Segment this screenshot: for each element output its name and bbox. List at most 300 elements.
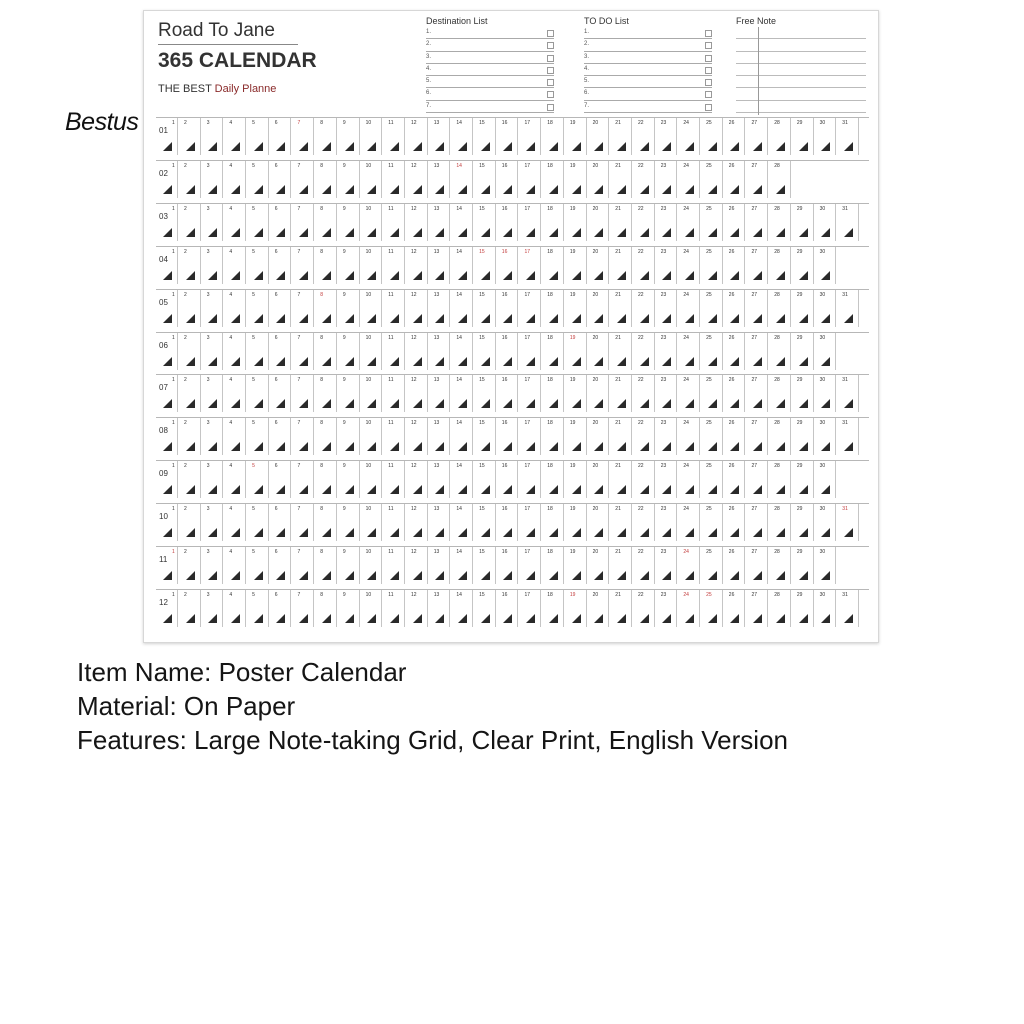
day-cell <box>723 461 746 498</box>
corner-triangle-icon <box>594 485 603 494</box>
day-cell <box>836 590 859 627</box>
day-number: 25 <box>706 205 712 212</box>
corner-triangle-icon <box>163 142 172 151</box>
day-number: 7 <box>297 377 301 384</box>
day-number: 19 <box>569 291 576 298</box>
day-cell <box>428 504 451 541</box>
corner-triangle-icon <box>322 357 331 366</box>
day-number: 20 <box>592 506 599 513</box>
day-number: 25 <box>706 162 712 169</box>
day-number: 23 <box>660 420 667 427</box>
day-number: 23 <box>660 291 667 298</box>
corner-triangle-icon <box>776 185 785 194</box>
day-cell <box>405 418 428 455</box>
day-number: 23 <box>660 205 667 212</box>
day-cell <box>360 118 383 155</box>
day-number: 22 <box>638 334 644 341</box>
corner-triangle-icon <box>345 228 354 237</box>
corner-triangle-icon <box>299 571 308 580</box>
corner-triangle-icon <box>390 314 399 323</box>
day-number: 17 <box>524 591 531 598</box>
day-number: 25 <box>706 248 712 255</box>
corner-triangle-icon <box>322 485 331 494</box>
day-cell <box>632 461 655 498</box>
day-cell <box>700 504 723 541</box>
day-cell <box>382 161 405 198</box>
month-label: 06 <box>159 340 168 350</box>
day-number: 20 <box>592 420 599 427</box>
corner-triangle-icon <box>186 357 195 366</box>
day-number: 16 <box>501 377 508 384</box>
day-cell <box>609 461 632 498</box>
corner-triangle-icon <box>753 271 762 280</box>
corner-triangle-icon <box>662 185 671 194</box>
corner-triangle-icon <box>844 442 853 451</box>
day-number: 28 <box>774 549 780 555</box>
day-number: 2 <box>184 591 187 598</box>
day-cell <box>836 375 859 412</box>
day-cell <box>292 504 315 541</box>
day-cell <box>360 247 383 284</box>
day-number: 5 <box>252 591 255 598</box>
corner-triangle-icon <box>276 314 285 323</box>
brand-watermark: Bestus <box>65 108 139 136</box>
day-number: 1 <box>172 506 175 513</box>
month-row <box>156 374 869 412</box>
list-line-number: 2. <box>426 41 432 48</box>
day-cell <box>496 161 519 198</box>
corner-triangle-icon <box>708 614 717 623</box>
day-number: 13 <box>433 377 440 384</box>
day-number: 10 <box>365 334 372 341</box>
day-cell <box>609 375 632 412</box>
day-number: 26 <box>728 377 735 384</box>
corner-triangle-icon <box>799 442 808 451</box>
corner-triangle-icon <box>458 357 467 366</box>
day-number: 1 <box>172 591 175 598</box>
day-number: 13 <box>433 506 440 513</box>
corner-triangle-icon <box>617 271 626 280</box>
day-number: 9 <box>342 591 346 598</box>
day-cell <box>541 204 564 241</box>
list-line-number: 4. <box>584 65 590 72</box>
day-cell <box>314 333 337 370</box>
corner-triangle-icon <box>231 571 240 580</box>
day-cell <box>473 375 496 412</box>
day-number: 11 <box>388 591 394 598</box>
day-number: 31 <box>842 506 848 513</box>
corner-triangle-icon <box>458 571 467 580</box>
corner-triangle-icon <box>753 228 762 237</box>
day-cell <box>178 290 201 327</box>
day-number: 5 <box>252 506 255 513</box>
corner-triangle-icon <box>549 271 558 280</box>
day-number: 9 <box>342 463 346 470</box>
day-cell <box>677 461 700 498</box>
day-cell <box>587 204 610 241</box>
month-label: 12 <box>159 597 168 607</box>
day-number: 5 <box>252 420 255 427</box>
day-number: 19 <box>569 248 576 255</box>
day-cell <box>746 590 769 627</box>
day-number: 3 <box>206 162 210 169</box>
corner-triangle-icon <box>549 185 558 194</box>
corner-triangle-icon <box>163 528 172 537</box>
corner-triangle-icon <box>730 442 739 451</box>
day-cell <box>677 333 700 370</box>
corner-triangle-icon <box>753 185 762 194</box>
day-number: 15 <box>479 120 485 126</box>
day-number: 11 <box>388 506 394 513</box>
day-cell <box>337 418 360 455</box>
material-text: Material: On Paper <box>77 691 296 721</box>
day-cell <box>519 590 542 627</box>
checkbox-icon <box>547 55 554 62</box>
day-number: 21 <box>615 377 621 384</box>
day-cell <box>337 247 360 284</box>
corner-triangle-icon <box>458 614 467 623</box>
day-number: 8 <box>320 591 323 598</box>
day-cell <box>292 418 315 455</box>
day-cell <box>768 547 791 584</box>
day-cell <box>632 161 655 198</box>
day-cell <box>337 333 360 370</box>
corner-triangle-icon <box>685 528 694 537</box>
day-number: 16 <box>501 420 508 427</box>
day-cell <box>519 333 542 370</box>
corner-triangle-icon <box>799 571 808 580</box>
corner-triangle-icon <box>413 185 422 194</box>
day-cell <box>178 161 201 198</box>
day-cell <box>269 504 292 541</box>
corner-triangle-icon <box>299 528 308 537</box>
corner-triangle-icon <box>345 614 354 623</box>
free-note-line <box>736 52 866 64</box>
corner-triangle-icon <box>208 314 217 323</box>
day-cell <box>700 247 723 284</box>
day-cell <box>269 118 292 155</box>
day-cell <box>223 204 246 241</box>
day-number: 8 <box>320 248 323 255</box>
corner-triangle-icon <box>390 528 399 537</box>
checkbox-icon <box>547 30 554 37</box>
day-cell <box>564 204 587 241</box>
day-number: 9 <box>342 162 346 169</box>
corner-triangle-icon <box>799 357 808 366</box>
corner-triangle-icon <box>186 485 195 494</box>
corner-triangle-icon <box>730 142 739 151</box>
corner-triangle-icon <box>186 399 195 408</box>
day-cell <box>223 504 246 541</box>
list-line <box>426 39 554 51</box>
day-cell <box>428 375 451 412</box>
corner-triangle-icon <box>163 271 172 280</box>
corner-triangle-icon <box>572 528 581 537</box>
day-cell <box>519 461 542 498</box>
corner-triangle-icon <box>503 357 512 366</box>
corner-triangle-icon <box>730 271 739 280</box>
day-cell <box>564 161 587 198</box>
corner-triangle-icon <box>594 314 603 323</box>
day-cell <box>178 204 201 241</box>
day-number: 17 <box>524 120 531 126</box>
day-number: 30 <box>819 334 826 341</box>
corner-triangle-icon <box>662 228 671 237</box>
corner-triangle-icon <box>390 228 399 237</box>
corner-triangle-icon <box>503 485 512 494</box>
corner-triangle-icon <box>572 314 581 323</box>
day-number: 13 <box>433 591 440 598</box>
day-number: 5 <box>252 162 255 169</box>
corner-triangle-icon <box>299 485 308 494</box>
day-cell <box>496 504 519 541</box>
day-number: 4 <box>229 377 233 384</box>
day-cell <box>269 290 292 327</box>
corner-triangle-icon <box>231 271 240 280</box>
corner-triangle-icon <box>186 528 195 537</box>
corner-triangle-icon <box>549 314 558 323</box>
corner-triangle-icon <box>276 485 285 494</box>
day-cell <box>156 118 178 155</box>
corner-triangle-icon <box>526 399 535 408</box>
corner-triangle-icon <box>435 314 444 323</box>
day-cell <box>564 333 587 370</box>
day-cell <box>791 118 814 155</box>
day-cell <box>587 333 610 370</box>
corner-triangle-icon <box>685 271 694 280</box>
corner-triangle-icon <box>799 399 808 408</box>
corner-triangle-icon <box>186 271 195 280</box>
day-number: 16 <box>501 120 508 126</box>
corner-triangle-icon <box>594 442 603 451</box>
corner-triangle-icon <box>322 271 331 280</box>
day-number: 13 <box>433 463 440 470</box>
corner-triangle-icon <box>299 614 308 623</box>
day-number: 8 <box>320 291 323 298</box>
day-cell <box>564 590 587 627</box>
day-cell <box>700 461 723 498</box>
day-number: 18 <box>547 120 553 126</box>
day-number: 12 <box>411 506 417 513</box>
list-line <box>584 76 712 88</box>
day-cell <box>314 461 337 498</box>
day-number: 9 <box>342 549 346 555</box>
corner-triangle-icon <box>390 399 399 408</box>
day-number: 26 <box>728 205 735 212</box>
day-cell <box>360 547 383 584</box>
corner-triangle-icon <box>208 228 217 237</box>
day-cell <box>292 333 315 370</box>
day-number: 15 <box>479 549 485 555</box>
day-number: 12 <box>411 205 417 212</box>
day-cell <box>450 290 473 327</box>
day-cell <box>450 161 473 198</box>
day-number: 10 <box>365 248 372 255</box>
day-number: 18 <box>547 463 553 470</box>
list-line-number: 4. <box>426 65 432 72</box>
day-cell <box>496 590 519 627</box>
corner-triangle-icon <box>685 185 694 194</box>
day-number: 4 <box>229 205 233 212</box>
corner-triangle-icon <box>708 357 717 366</box>
corner-triangle-icon <box>526 485 535 494</box>
item-name-text: Item Name: Poster Calendar <box>77 657 407 687</box>
corner-triangle-icon <box>186 228 195 237</box>
day-number: 29 <box>796 591 803 598</box>
day-number: 17 <box>524 377 531 384</box>
day-number: 8 <box>320 420 323 427</box>
day-cell <box>723 418 746 455</box>
day-cell <box>587 461 610 498</box>
corner-triangle-icon <box>821 528 830 537</box>
day-number: 4 <box>229 291 233 298</box>
day-cell <box>677 418 700 455</box>
day-cell <box>269 375 292 412</box>
month-label: 01 <box>159 126 168 135</box>
day-cell <box>201 375 224 412</box>
day-cell <box>360 590 383 627</box>
day-cell <box>382 204 405 241</box>
day-number: 14 <box>456 162 462 169</box>
corner-triangle-icon <box>367 485 376 494</box>
corner-triangle-icon <box>549 485 558 494</box>
corner-triangle-icon <box>640 485 649 494</box>
day-cell <box>655 418 678 455</box>
day-cell <box>201 418 224 455</box>
day-number: 21 <box>615 248 621 255</box>
day-number: 28 <box>774 291 780 298</box>
day-cell <box>768 247 791 284</box>
corner-triangle-icon <box>458 314 467 323</box>
corner-triangle-icon <box>572 442 581 451</box>
corner-triangle-icon <box>753 571 762 580</box>
corner-triangle-icon <box>390 614 399 623</box>
free-note-line <box>736 101 866 113</box>
corner-triangle-icon <box>231 614 240 623</box>
day-number: 11 <box>388 463 394 470</box>
day-cell <box>156 418 178 455</box>
day-cell <box>791 461 814 498</box>
corner-triangle-icon <box>503 271 512 280</box>
day-number: 7 <box>297 549 301 555</box>
free-note-line <box>736 39 866 51</box>
list-line-number: 7. <box>426 102 432 109</box>
day-number: 28 <box>774 162 780 169</box>
poster-calendar <box>143 10 879 643</box>
day-number: 5 <box>252 549 255 555</box>
day-number: 31 <box>842 377 848 384</box>
day-number: 2 <box>184 205 187 212</box>
corner-triangle-icon <box>799 614 808 623</box>
day-number: 15 <box>479 420 485 427</box>
day-cell <box>246 204 269 241</box>
day-number: 12 <box>411 334 417 341</box>
corner-triangle-icon <box>617 185 626 194</box>
day-number: 25 <box>706 120 712 126</box>
day-cell <box>541 461 564 498</box>
day-number: 23 <box>660 248 667 255</box>
day-number: 22 <box>638 291 644 298</box>
corner-triangle-icon <box>640 314 649 323</box>
corner-triangle-icon <box>594 571 603 580</box>
day-cell <box>201 461 224 498</box>
day-cell <box>541 290 564 327</box>
corner-triangle-icon <box>730 314 739 323</box>
day-cell <box>655 461 678 498</box>
day-number: 23 <box>660 334 667 341</box>
day-cell <box>405 461 428 498</box>
corner-triangle-icon <box>776 571 785 580</box>
day-number: 17 <box>524 463 531 470</box>
day-number: 2 <box>184 420 187 427</box>
day-cell <box>746 161 769 198</box>
day-number: 27 <box>751 506 758 513</box>
corner-triangle-icon <box>685 614 694 623</box>
day-number: 31 <box>842 120 848 126</box>
day-cell <box>700 418 723 455</box>
day-number: 21 <box>615 334 621 341</box>
corner-triangle-icon <box>640 142 649 151</box>
day-number: 30 <box>819 463 826 470</box>
day-cell <box>314 590 337 627</box>
corner-triangle-icon <box>413 528 422 537</box>
corner-triangle-icon <box>503 142 512 151</box>
day-cell <box>292 118 315 155</box>
day-number: 22 <box>638 120 644 126</box>
day-cell <box>201 290 224 327</box>
day-number: 14 <box>456 420 462 427</box>
day-number: 12 <box>411 463 417 470</box>
day-number: 29 <box>796 377 803 384</box>
corner-triangle-icon <box>526 357 535 366</box>
day-cell <box>428 547 451 584</box>
day-number: 21 <box>615 506 621 513</box>
day-cell <box>405 204 428 241</box>
day-cell <box>587 118 610 155</box>
day-number: 18 <box>547 549 553 555</box>
day-cell <box>337 590 360 627</box>
day-number: 18 <box>547 377 553 384</box>
day-cell <box>609 504 632 541</box>
month-row <box>156 589 869 627</box>
day-number: 6 <box>274 248 278 255</box>
day-cell <box>473 504 496 541</box>
day-number: 31 <box>842 420 848 427</box>
corner-triangle-icon <box>572 571 581 580</box>
day-cell <box>223 461 246 498</box>
day-number: 18 <box>547 334 553 341</box>
day-cell <box>246 161 269 198</box>
day-number: 15 <box>479 506 485 513</box>
day-number: 25 <box>706 334 712 341</box>
day-number: 12 <box>411 377 417 384</box>
day-cell <box>814 118 837 155</box>
corner-triangle-icon <box>526 571 535 580</box>
day-number: 24 <box>683 291 689 298</box>
corner-triangle-icon <box>481 228 490 237</box>
day-cell <box>746 290 769 327</box>
day-number: 4 <box>229 334 233 341</box>
day-cell <box>700 290 723 327</box>
day-cell <box>791 290 814 327</box>
day-cell <box>405 504 428 541</box>
day-number: 27 <box>751 162 758 169</box>
checkbox-icon <box>547 104 554 111</box>
corner-triangle-icon <box>322 228 331 237</box>
day-number: 3 <box>206 120 210 126</box>
day-number: 24 <box>683 463 689 470</box>
corner-triangle-icon <box>299 442 308 451</box>
